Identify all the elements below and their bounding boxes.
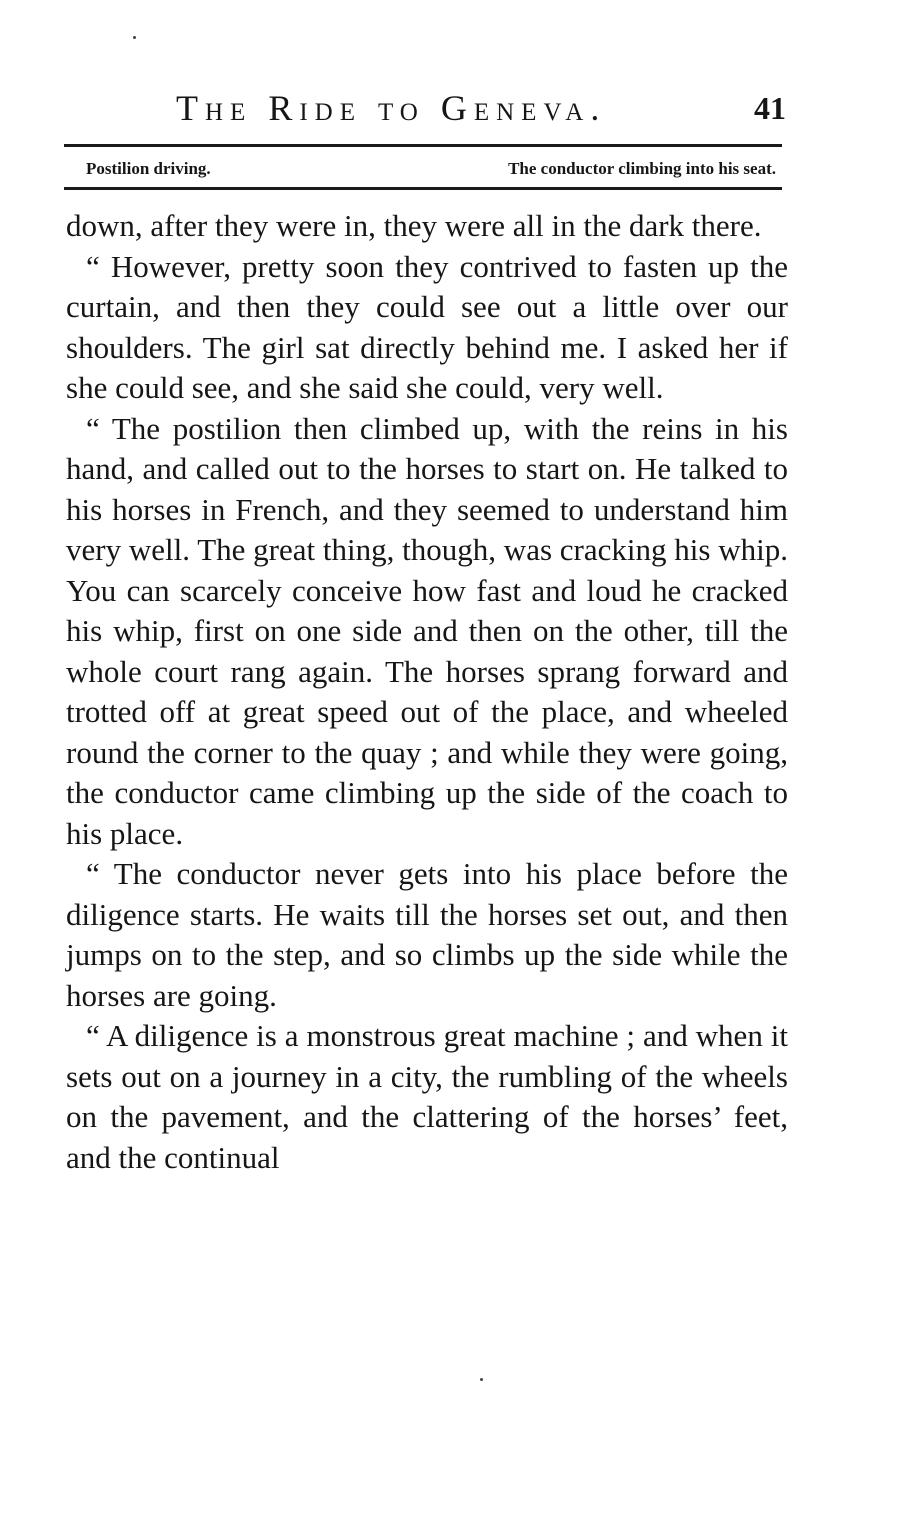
body-text	[66, 206, 788, 1178]
marginal-note-left: Postilion driving.	[86, 159, 211, 178]
running-title: The Ride to Geneva.	[176, 88, 607, 128]
paragraph: “ However, pretty soon they contrived to fasten up the curtain, and then they could see out a little over our shoulders. The girl sat directly behind me. I asked her if she could see, and she said she could, very well.	[66, 248, 788, 405]
page-number: 41	[754, 90, 786, 126]
paragraph-continuation: down, after they were in, they were all in the dark there.	[66, 208, 762, 243]
marginal-note-right: The conductor climbing into his seat.	[508, 159, 776, 178]
paragraph: “ The postilion then climbed up, with the reins in his hand, and called out to the horses to start on. He talked to his horses in French, and they seemed to understand him very well. The great thing, though, was cracking his whip. You can scarcely conceive how fast and loud he cracked his whip, first on one side and then on the other, till the whole court rang again. The horses sprang forward and trotted off at great speed out of the place, and wheeled round the corner to the quay ; and while they were going, the conductor came climbing up the side of the coach to his place.	[66, 410, 788, 851]
ink-speck	[133, 36, 136, 39]
ink-speck	[480, 1378, 483, 1381]
header-rule-top	[64, 144, 782, 147]
marginal-notes	[86, 156, 776, 182]
paragraph: “ The conductor never gets into his place before the diligence starts. He waits till the horses set out, and then jumps on to the step, and so climbs up the side while the horses are going.	[66, 856, 788, 1013]
paragraph: “ A diligence is a monstrous great machine ; and when it sets out on a journey in a city, the rumbling of the wheels on the pavement, and the clattering of the horses’ feet, and the continual	[66, 1018, 788, 1175]
running-head	[66, 86, 788, 130]
header-rule-bottom	[64, 187, 782, 190]
